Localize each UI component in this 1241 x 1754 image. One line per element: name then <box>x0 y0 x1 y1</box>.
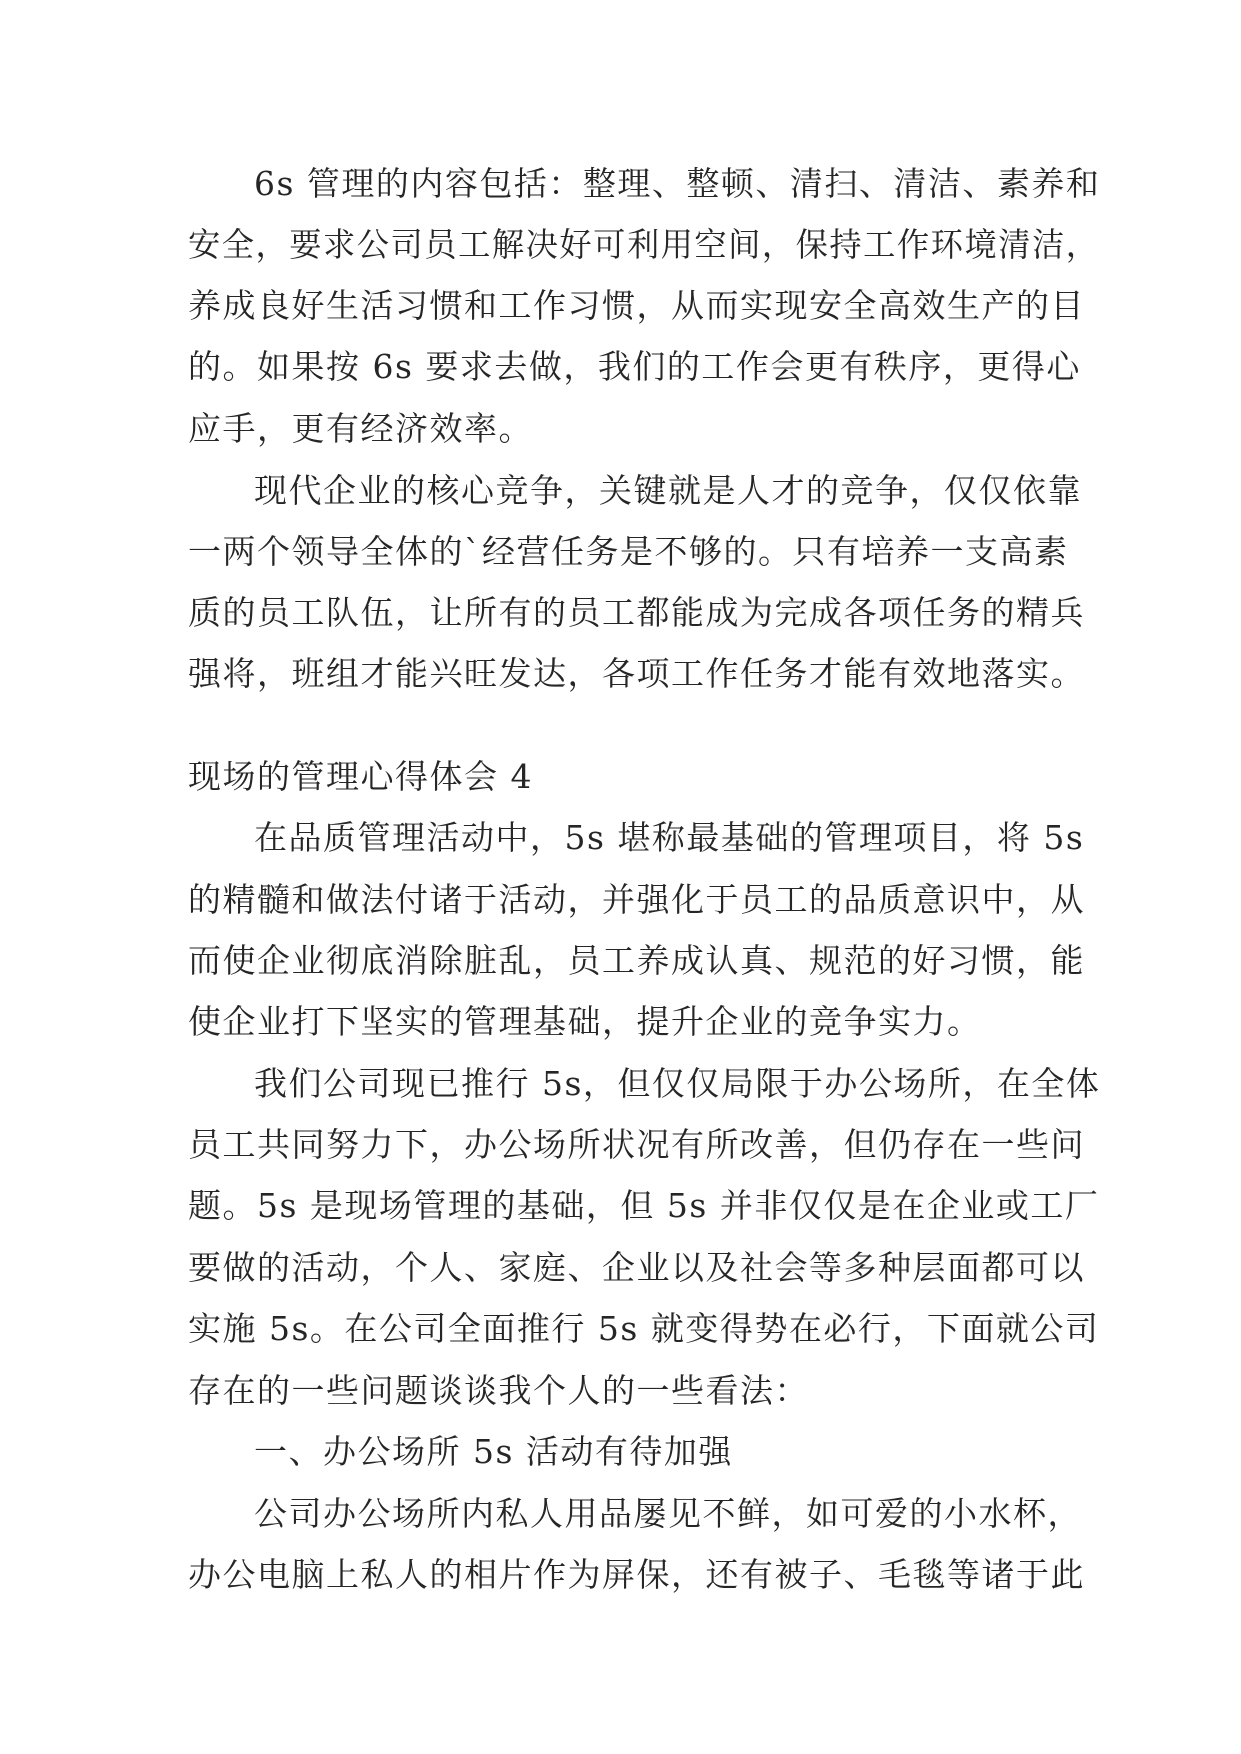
paragraph-line: 我们公司现已推行 5s，但仅仅局限于办公场所，在全体 <box>254 1064 1101 1103</box>
paragraph-line: 质的员工队伍，让所有的员工都能成为完成各项任务的精兵 <box>188 593 1085 632</box>
paragraph-line: 要做的活动，个人、家庭、企业以及社会等多种层面都可以 <box>188 1248 1085 1287</box>
paragraph-line: 的精髓和做法付诸于活动，并强化于员工的品质意识中，从 <box>188 880 1085 919</box>
paragraph-line: 而使企业彻底消除脏乱，员工养成认真、规范的好习惯，能 <box>188 941 1085 980</box>
paragraph-line: 应手，更有经济效率。 <box>188 409 533 448</box>
paragraph-line: 实施 5s。在公司全面推行 5s 就变得势在必行，下面就公司 <box>188 1309 1100 1348</box>
paragraph-line: 强将，班组才能兴旺发达，各项工作任务才能有效地落实。 <box>188 654 1085 693</box>
section-heading: 现场的管理心得体会 4 <box>188 757 533 796</box>
paragraph-line: 使企业打下坚实的管理基础，提升企业的竞争实力。 <box>188 1002 982 1041</box>
subheading-line: 一、办公场所 5s 活动有待加强 <box>254 1432 733 1471</box>
paragraph-line: 安全，要求公司员工解决好可利用空间，保持工作环境清洁， <box>188 225 1100 264</box>
paragraph-line: 存在的一些问题谈谈我个人的一些看法： <box>188 1371 809 1410</box>
paragraph-line: 题。5s 是现场管理的基础，但 5s 并非仅仅是在企业或工厂 <box>188 1186 1100 1225</box>
paragraph-line: 员工共同努力下，办公场所状况有所改善，但仍存在一些问 <box>188 1125 1085 1164</box>
paragraph-line: 公司办公场所内私人用品屡见不鲜，如可爱的小水杯， <box>254 1494 1082 1533</box>
paragraph-line: 的。如果按 6s 要求去做，我们的工作会更有秩序，更得心 <box>188 347 1081 386</box>
paragraph-line: 一两个领导全体的`经营任务是不够的。只有培养一支高素 <box>188 532 1069 571</box>
paragraph-line: 养成良好生活习惯和工作习惯，从而实现安全高效生产的目 <box>188 286 1085 325</box>
paragraph-line: 6s 管理的内容包括：整理、整顿、清扫、清洁、素养和 <box>254 164 1101 203</box>
paragraph-line: 办公电脑上私人的相片作为屏保，还有被子、毛毯等诸于此 <box>188 1555 1085 1594</box>
paragraph-line: 现代企业的核心竞争，关键就是人才的竞争，仅仅依靠 <box>254 471 1082 510</box>
paragraph-line: 在品质管理活动中，5s 堪称最基础的管理项目，将 5s <box>254 818 1085 857</box>
